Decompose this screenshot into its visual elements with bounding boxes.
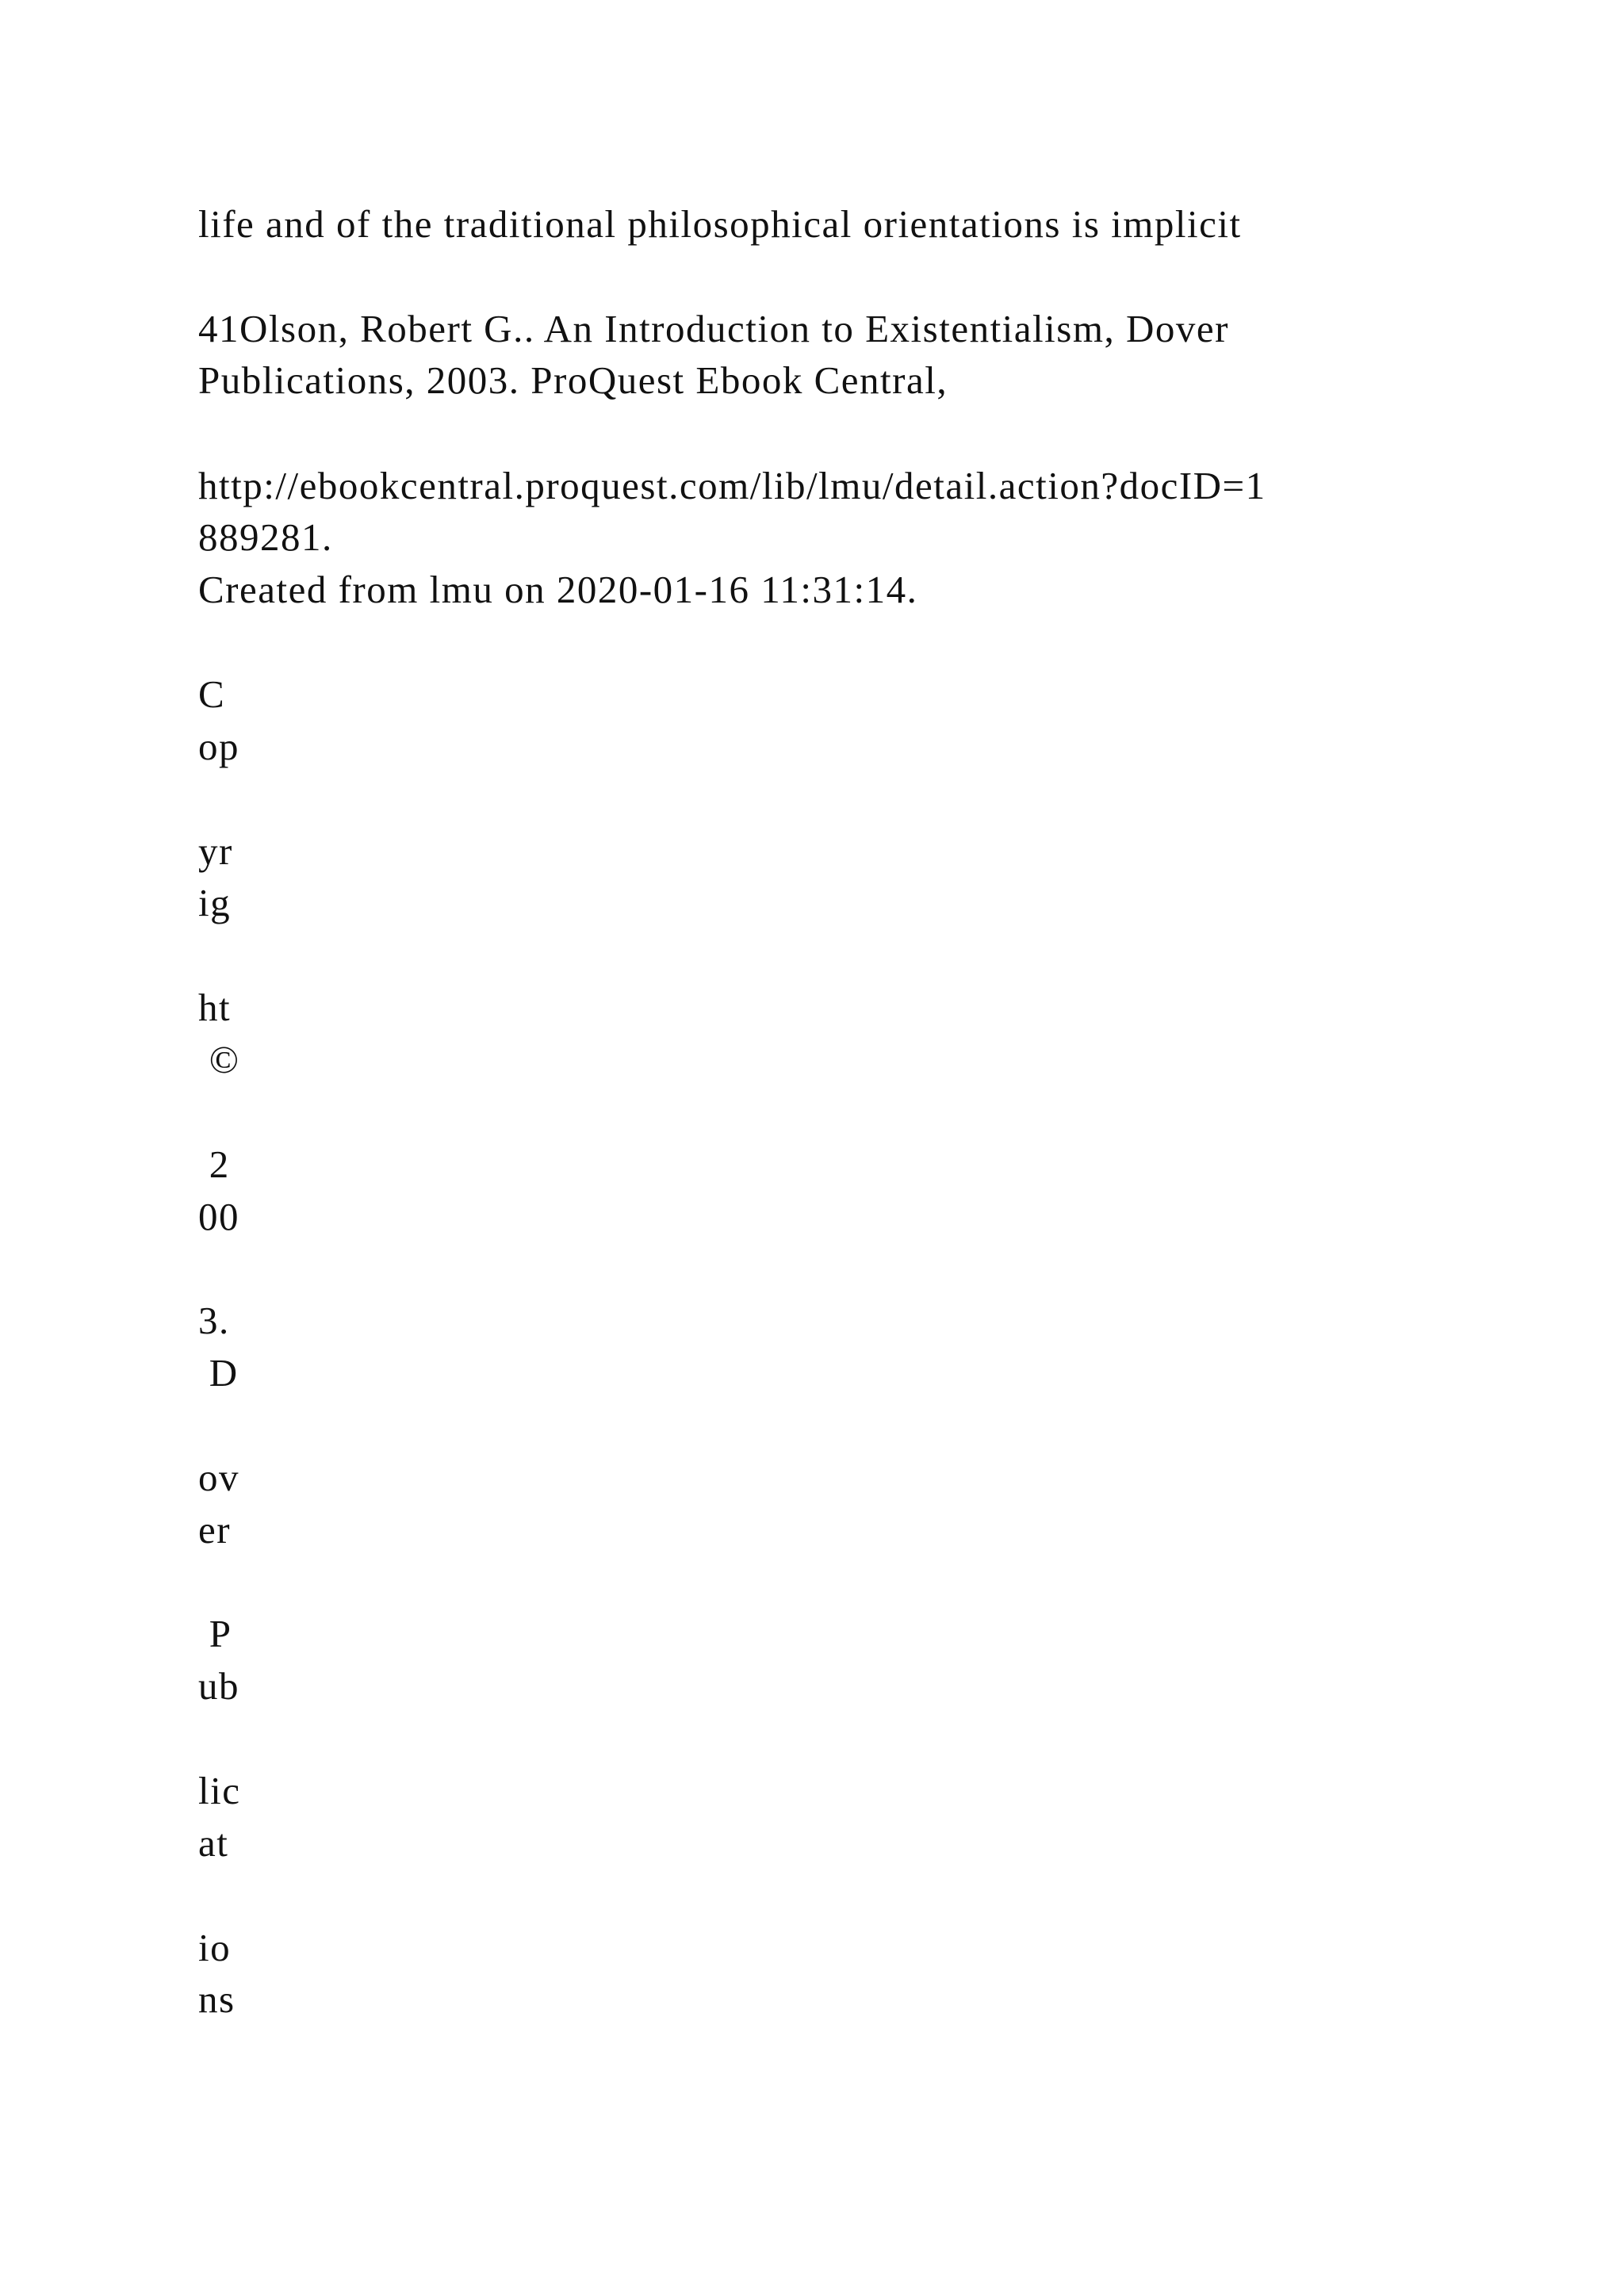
copyright-fragment: ig: [198, 881, 232, 924]
source-url-line: http://ebookcentral.proquest.com/lib/lmu/detail.action?docID=1: [198, 464, 1266, 507]
created-timestamp: Created from lmu on 2020-01-16 11:31:14.: [198, 568, 918, 611]
copyright-fragment: ub: [198, 1664, 239, 1708]
copyright-fragment: D: [198, 1351, 239, 1395]
copyright-fragment: er: [198, 1508, 232, 1552]
copyright-fragment: io: [198, 1926, 232, 1969]
copyright-fragment: op: [198, 725, 239, 768]
body-text-line: life and of the traditional philosophical orientations is implicit: [198, 202, 1242, 246]
copyright-fragment: 3.: [198, 1299, 230, 1342]
copyright-fragment: C: [198, 672, 226, 716]
copyright-fragment: ©: [198, 1038, 240, 1081]
citation-line: 41Olson, Robert G.. An Introduction to Existentialism, Dover: [198, 307, 1229, 350]
copyright-fragment: ov: [198, 1456, 239, 1499]
copyright-fragment: lic: [198, 1769, 241, 1812]
source-url-line: 889281.: [198, 515, 333, 559]
copyright-fragment: yr: [198, 829, 233, 873]
copyright-fragment: at: [198, 1821, 229, 1865]
copyright-fragment: 2: [198, 1142, 230, 1186]
copyright-fragment: P: [198, 1612, 232, 1655]
copyright-fragment: ht: [198, 985, 232, 1029]
citation-line: Publications, 2003. ProQuest Ebook Central,: [198, 358, 948, 402]
copyright-fragment: 00: [198, 1195, 239, 1238]
copyright-fragment: ns: [198, 1977, 236, 2021]
